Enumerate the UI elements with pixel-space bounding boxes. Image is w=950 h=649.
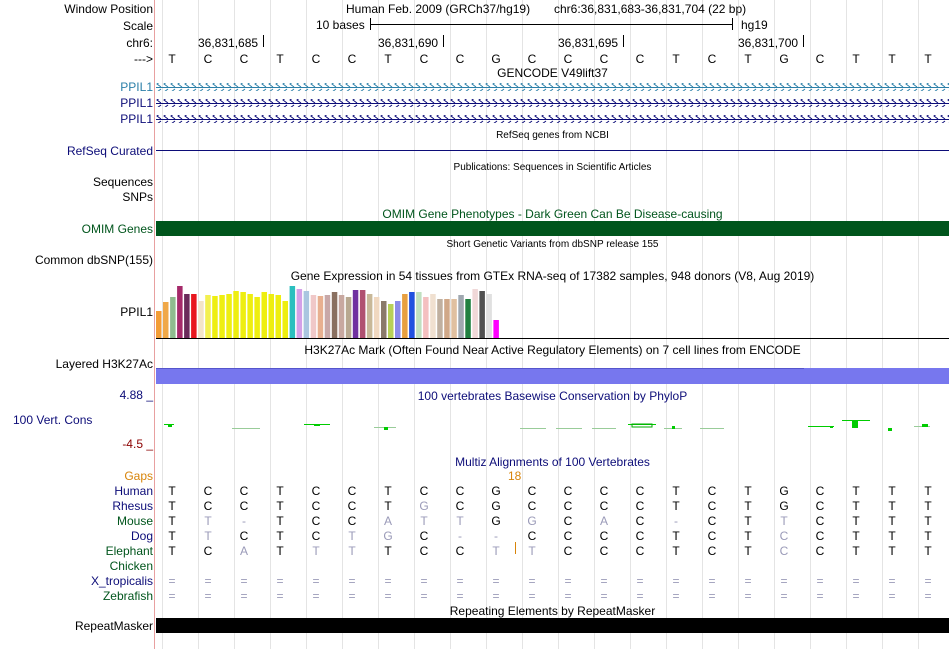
elephant-base: T [492, 544, 500, 558]
ref-base: T [924, 52, 932, 66]
ref-base: C [563, 52, 573, 66]
gencode-track-title: GENCODE V49lift37 [497, 66, 608, 80]
ref-base: T [744, 52, 752, 66]
mouse-base: C [707, 514, 717, 528]
ref-base: C [635, 484, 645, 498]
ref-base: T [384, 52, 392, 66]
gtex-tissue-bar[interactable] [451, 299, 457, 338]
zebrafish-base: = [744, 589, 752, 603]
zebrafish-base: = [348, 589, 356, 603]
xtrop-base: = [888, 574, 896, 588]
scale-bar-right [732, 18, 733, 30]
mouse-base: T [276, 514, 284, 528]
ref-base: C [563, 484, 573, 498]
species-label-chicken[interactable]: Chicken [109, 559, 153, 573]
ref-base: C [527, 484, 537, 498]
elephant-base: A [239, 544, 248, 558]
ref-base: T [384, 484, 392, 498]
h3k27ac-signal-top [156, 368, 804, 369]
gtex-tissue-bar[interactable] [226, 294, 232, 338]
ref-base: T [852, 52, 860, 66]
zebrafish-base: = [564, 589, 572, 603]
gencode-gene-label-2[interactable]: PPIL1 [120, 96, 153, 110]
dog-base: C [599, 529, 609, 543]
gtex-tissue-bar[interactable] [290, 286, 296, 338]
mouse-base: T [852, 514, 860, 528]
dog-base: C [311, 529, 321, 543]
refseq-track-title: RefSeq genes from NCBI [496, 130, 609, 141]
rhesus-base: T [888, 499, 896, 513]
gtex-tissue-bar[interactable] [395, 301, 401, 338]
ref-base: T [672, 484, 680, 498]
dog-base: T [204, 529, 212, 543]
omim-track-title: OMIM Gene Phenotypes - Dark Green Can Be Disease-causing [382, 207, 723, 221]
ref-base: C [707, 52, 717, 66]
h3k27ac-signal[interactable] [156, 368, 949, 384]
mouse-base: C [311, 514, 321, 528]
species-label-mouse[interactable]: Mouse [116, 514, 153, 528]
mouse-base: T [420, 514, 428, 528]
zebrafish-base: = [636, 589, 644, 603]
rhesus-base: C [527, 499, 537, 513]
xtrop-base: = [312, 574, 320, 588]
gtex-tissue-bar[interactable] [233, 291, 239, 338]
species-label-rhesus[interactable]: Rhesus [112, 499, 153, 513]
dog-base: T [276, 529, 284, 543]
multiz-track-title: Multiz Alignments of 100 Vertebrates [455, 455, 650, 469]
gtex-tissue-bar[interactable] [444, 299, 450, 338]
elephant-base: T [348, 544, 356, 558]
gencode-transcripts[interactable] [156, 80, 949, 128]
elephant-base: T [168, 544, 176, 558]
window-position-value: chr6:36,831,683-36,831,704 (22 bp) [554, 2, 747, 16]
mouse-base: T [780, 514, 788, 528]
zebrafish-base: = [240, 589, 248, 603]
ref-base: T [276, 484, 284, 498]
dog-base: T [888, 529, 896, 543]
mouse-base: A [599, 514, 608, 528]
zebrafish-base: = [924, 589, 932, 603]
mouse-base: G [527, 514, 537, 528]
gtex-tissue-bar[interactable] [374, 297, 380, 338]
ref-base: C [455, 52, 465, 66]
ref-base: C [311, 52, 321, 66]
gtex-tissue-bar[interactable] [353, 290, 359, 338]
gencode-gene-label-1[interactable]: PPIL1 [120, 80, 153, 94]
elephant-base: T [744, 544, 752, 558]
xtrop-base: = [240, 574, 248, 588]
zebrafish-base: = [708, 589, 716, 603]
rhesus-base: T [276, 499, 284, 513]
mouse-base: T [168, 514, 176, 528]
elephant-base: T [852, 544, 860, 558]
rhesus-base: T [672, 499, 680, 513]
rhesus-base: G [419, 499, 429, 513]
mouse-base: T [456, 514, 464, 528]
strand-label: ---> [134, 52, 153, 66]
scale-label: Scale [122, 19, 153, 33]
zebrafish-base: = [600, 589, 608, 603]
rhesus-base: C [635, 499, 645, 513]
gtex-tissue-bar[interactable] [472, 289, 478, 338]
species-label-zebrafish[interactable]: Zebrafish [102, 589, 153, 603]
coord-3: 36,831,695 [558, 36, 619, 50]
mouse-base: - [674, 514, 678, 528]
coord-4: 36,831,700 [738, 36, 799, 50]
xtrop-base: = [456, 574, 464, 588]
species-label-elephant[interactable]: Elephant [105, 544, 153, 558]
phylop-min-label: -4.5 _ [122, 437, 153, 451]
species-label-dog[interactable]: Dog [130, 529, 153, 543]
phylop-conservation-plot[interactable] [156, 412, 949, 434]
gtex-tissue-bar[interactable] [297, 289, 303, 338]
omim-gene-bar[interactable] [156, 221, 949, 236]
dog-base: C [527, 529, 537, 543]
zebrafish-base: = [456, 589, 464, 603]
xtrop-base: = [744, 574, 752, 588]
ref-base: T [888, 52, 896, 66]
scale-text: 10 bases [316, 18, 365, 32]
refseq-label[interactable]: RefSeq Curated [66, 144, 153, 158]
elephant-base: T [384, 544, 392, 558]
ref-base: C [347, 52, 357, 66]
gtex-tissue-bar[interactable] [332, 292, 338, 338]
dbsnp-track-title: Short Genetic Variants from dbSNP release 155 [446, 239, 659, 250]
dog-base: T [672, 529, 680, 543]
ref-base: C [239, 484, 249, 498]
zebrafish-base: = [816, 589, 824, 603]
elephant-base: C [815, 544, 825, 558]
ref-base: C [419, 484, 429, 498]
gtex-track-title: Gene Expression in 54 tissues from GTEx RNA-seq of 17382 samples, 948 donors (V8, Aug 2019) [290, 269, 815, 283]
xtrop-base: = [780, 574, 788, 588]
coord-tick-2 [443, 35, 444, 47]
gtex-tissue-bar[interactable] [465, 299, 471, 338]
zebrafish-base: = [672, 589, 680, 603]
xtrop-base: = [528, 574, 536, 588]
xtrop-base: = [924, 574, 932, 588]
publications-track-title: Publications: Sequences in Scientific Articles [453, 162, 652, 173]
ref-base: G [779, 52, 789, 66]
dog-base: C [563, 529, 573, 543]
sequences-label[interactable]: Sequences [92, 175, 153, 189]
dog-base: - [494, 529, 498, 543]
rhesus-base: T [744, 499, 752, 513]
repeatmasker-label[interactable]: RepeatMasker [74, 619, 153, 633]
ref-base: C [707, 484, 717, 498]
mouse-base: G [491, 514, 501, 528]
xtrop-base: = [168, 574, 176, 588]
rhesus-base: T [168, 499, 176, 513]
ref-base: T [168, 484, 176, 498]
coord-1: 36,831,685 [198, 36, 259, 50]
gtex-tissue-bar[interactable] [276, 295, 282, 338]
zebrafish-base: = [384, 589, 392, 603]
ref-base: C [599, 484, 609, 498]
rhesus-base: G [491, 499, 501, 513]
rhesus-base: C [239, 499, 249, 513]
zebrafish-base: = [204, 589, 212, 603]
dog-base: T [348, 529, 356, 543]
gtex-tissue-bar[interactable] [198, 301, 204, 338]
dog-base: C [635, 529, 645, 543]
scale-bar [370, 24, 732, 25]
gtex-tissue-bar[interactable] [304, 291, 310, 338]
rhesus-base: C [347, 499, 357, 513]
rhesus-base: C [311, 499, 321, 513]
gtex-tissue-bar[interactable] [360, 290, 366, 338]
gtex-tissue-bar[interactable] [247, 294, 253, 338]
mouse-base: T [888, 514, 896, 528]
ref-base: T [924, 484, 932, 498]
xtrop-base: = [852, 574, 860, 588]
xtrop-base: = [636, 574, 644, 588]
repeatmasker-track-title: Repeating Elements by RepeatMasker [449, 604, 656, 618]
gtex-tissue-bar[interactable] [163, 302, 169, 338]
gtex-tissue-bar[interactable] [212, 296, 218, 338]
zebrafish-base: = [528, 589, 536, 603]
gtex-tissue-bar[interactable] [381, 301, 387, 338]
zebrafish-base: = [168, 589, 176, 603]
dog-base: C [707, 529, 717, 543]
xtrop-base: = [816, 574, 824, 588]
mouse-base: A [383, 514, 392, 528]
xtrop-base: = [564, 574, 572, 588]
gtex-tissue-bar[interactable] [367, 294, 373, 338]
rhesus-base: C [203, 499, 213, 513]
zebrafish-base: = [888, 589, 896, 603]
zebrafish-base: = [276, 589, 284, 603]
elephant-base: C [203, 544, 213, 558]
gtex-tissue-bar[interactable] [486, 294, 492, 338]
gtex-tissue-bar[interactable] [156, 311, 162, 338]
ref-base: G [779, 484, 789, 498]
elephant-base: C [779, 544, 789, 558]
ref-base: C [203, 52, 213, 66]
elephant-base: T [888, 544, 896, 558]
ref-base: T [276, 52, 284, 66]
gtex-tissue-bar[interactable] [423, 297, 429, 338]
elephant-base: C [419, 544, 429, 558]
ref-base: C [815, 52, 825, 66]
dog-base: G [383, 529, 393, 543]
dog-base: C [419, 529, 429, 543]
gtex-expression-chart[interactable] [156, 284, 949, 338]
xtrop-base: = [384, 574, 392, 588]
elephant-base: T [672, 544, 680, 558]
gtex-tissue-bar[interactable] [184, 294, 190, 338]
gtex-tissue-bar[interactable] [170, 297, 176, 338]
mouse-base: T [204, 514, 212, 528]
coord-tick-4 [803, 35, 804, 47]
dog-base: T [744, 529, 752, 543]
gtex-tissue-bar[interactable] [402, 294, 408, 338]
coord-tick-3 [623, 35, 624, 47]
xtrop-base: = [600, 574, 608, 588]
refseq-gene-line[interactable] [156, 150, 949, 151]
gtex-tissue-bar[interactable] [430, 294, 436, 338]
ref-base: T [168, 52, 176, 66]
xtrop-base: = [276, 574, 284, 588]
coord-tick-1 [263, 35, 264, 47]
insertion-marker [515, 542, 516, 554]
rhesus-base: G [779, 499, 789, 513]
assembly-title: Human Feb. 2009 (GRCh37/hg19) [346, 2, 531, 16]
label-divider [154, 0, 155, 649]
ref-base: T [744, 484, 752, 498]
repeatmasker-element[interactable] [156, 618, 949, 633]
gtex-tissue-bar[interactable] [219, 295, 225, 338]
elephant-base: C [599, 544, 609, 558]
gtex-tissue-bar[interactable] [262, 292, 268, 338]
gtex-tissue-bar[interactable] [493, 320, 499, 338]
rhesus-base: T [384, 499, 392, 513]
ref-base: T [888, 484, 896, 498]
ref-base: C [527, 52, 537, 66]
dog-base: T [924, 529, 932, 543]
elephant-base: C [563, 544, 573, 558]
ref-base: C [599, 52, 609, 66]
xtrop-base: = [672, 574, 680, 588]
xtrop-base: = [420, 574, 428, 588]
gtex-tissue-bar[interactable] [388, 304, 394, 338]
ref-base: C [203, 484, 213, 498]
ref-base: C [311, 484, 321, 498]
gtex-tissue-bar[interactable] [325, 295, 331, 338]
mouse-base: C [635, 514, 645, 528]
ref-base: T [852, 484, 860, 498]
gtex-tissue-bar[interactable] [283, 301, 289, 338]
xtrop-base: = [492, 574, 500, 588]
ref-base: C [419, 52, 429, 66]
xtrop-base: = [348, 574, 356, 588]
mouse-base: C [815, 514, 825, 528]
mouse-base: T [924, 514, 932, 528]
h3k27ac-track-title: H3K27Ac Mark (Often Found Near Active Regulatory Elements) on 7 cell lines from ENCODE [304, 343, 801, 357]
snps-label[interactable]: SNPs [122, 190, 153, 204]
gtex-tissue-bar[interactable] [437, 299, 443, 338]
gtex-baseline [156, 338, 949, 339]
ref-base: G [491, 484, 501, 498]
elephant-base: T [528, 544, 536, 558]
mouse-base: - [242, 514, 246, 528]
dog-base: C [239, 529, 249, 543]
zebrafish-base: = [852, 589, 860, 603]
rhesus-base: C [455, 499, 465, 513]
dog-base: T [852, 529, 860, 543]
zebrafish-base: = [312, 589, 320, 603]
ref-base: G [491, 52, 501, 66]
gtex-tissue-bar[interactable] [240, 292, 246, 338]
scale-db: hg19 [741, 18, 768, 32]
phylop-max-label: 4.88 _ [119, 388, 153, 402]
dog-base: T [168, 529, 176, 543]
zebrafish-base: = [420, 589, 428, 603]
ref-base: C [815, 484, 825, 498]
elephant-base: T [924, 544, 932, 558]
gtex-tissue-bar[interactable] [269, 294, 275, 338]
ref-base: C [347, 484, 357, 498]
ref-base: C [635, 52, 645, 66]
species-label-human[interactable]: Human [114, 484, 153, 498]
gtex-tissue-bar[interactable] [409, 292, 415, 338]
mouse-base: T [744, 514, 752, 528]
gtex-tissue-bar[interactable] [416, 292, 422, 338]
gtex-tissue-bar[interactable] [177, 286, 183, 338]
mouse-base: C [563, 514, 573, 528]
rhesus-base: C [815, 499, 825, 513]
window-position-label: Window Position [64, 2, 153, 16]
ref-base: C [455, 484, 465, 498]
gtex-tissue-bar[interactable] [346, 297, 352, 338]
dog-base: C [779, 529, 789, 543]
omim-label[interactable]: OMIM Genes [81, 222, 153, 236]
rhesus-base: C [599, 499, 609, 513]
rhesus-base: T [924, 499, 932, 513]
gap-count: 18 [508, 469, 522, 483]
chromosome-label: chr6: [126, 36, 153, 50]
gencode-gene-label-3[interactable]: PPIL1 [120, 112, 153, 126]
phylop-track-title: 100 vertebrates Basewise Conservation by PhyloP [417, 389, 688, 403]
ref-base: T [672, 52, 680, 66]
gtex-tissue-bar[interactable] [339, 295, 345, 338]
gtex-tissue-bar[interactable] [205, 295, 211, 338]
rhesus-base: T [852, 499, 860, 513]
elephant-base: T [276, 544, 284, 558]
rhesus-base: C [563, 499, 573, 513]
gtex-tissue-bar[interactable] [458, 295, 464, 338]
elephant-base: C [455, 544, 465, 558]
dog-base: - [458, 529, 462, 543]
dbsnp-label[interactable]: Common dbSNP(155) [34, 253, 153, 267]
coord-2: 36,831,690 [378, 36, 439, 50]
dog-base: C [815, 529, 825, 543]
zebrafish-base: = [780, 589, 788, 603]
elephant-base: C [635, 544, 645, 558]
gtex-tissue-bar[interactable] [191, 294, 197, 338]
gaps-label[interactable]: Gaps [124, 469, 153, 483]
mouse-base: C [347, 514, 357, 528]
gtex-tissue-bar[interactable] [318, 296, 324, 338]
phylop-label[interactable]: 100 Vert. Cons [13, 413, 93, 427]
gtex-gene-label[interactable]: PPIL1 [120, 305, 153, 319]
species-label-xtropicalis[interactable]: X_tropicalis [90, 574, 153, 588]
elephant-base: T [312, 544, 320, 558]
h3k27ac-label[interactable]: Layered H3K27Ac [55, 357, 153, 371]
rhesus-base: C [707, 499, 717, 513]
xtrop-base: = [204, 574, 212, 588]
elephant-base: C [707, 544, 717, 558]
gtex-tissue-bar[interactable] [254, 297, 260, 338]
gtex-tissue-bar[interactable] [479, 291, 485, 338]
gtex-tissue-bar[interactable] [311, 295, 317, 338]
ref-base: C [239, 52, 249, 66]
zebrafish-base: = [492, 589, 500, 603]
xtrop-base: = [708, 574, 716, 588]
